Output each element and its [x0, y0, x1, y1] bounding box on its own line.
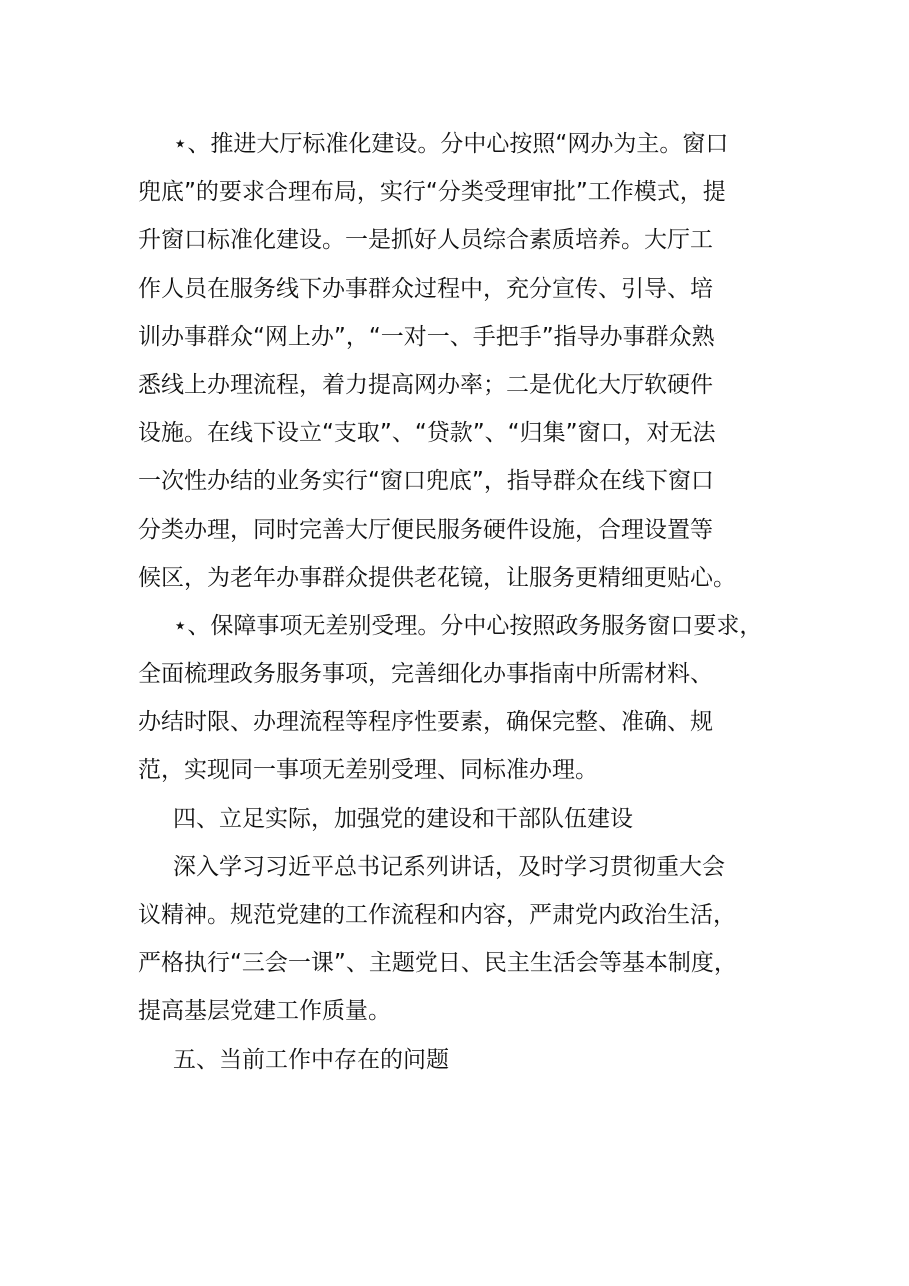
paragraph-line: 全面梳理政务服务事项，完善细化办事指南中所需材料、: [138, 661, 713, 688]
document-body: [138, 120, 788, 1084]
paragraph-line: 深入学习习近平总书记系列讲话，及时学习贯彻重大会: [173, 853, 725, 880]
section-heading: 四、立足实际，加强党的建设和干部队伍建设: [173, 805, 633, 832]
paragraph-line: 兜底”的要求合理布局，实行“分类受理审批”工作模式，提: [138, 179, 726, 206]
paragraph-line: ⋆、保障事项无差别受理。分中心按照政务服务窗口要求，: [173, 612, 763, 639]
paragraph-line: 一次性办结的业务实行“窗口兜底”，指导群众在线下窗口: [138, 468, 714, 495]
paragraph-line: 作人员在服务线下办事群众过程中，充分宣传、引导、培: [138, 275, 713, 302]
paragraph-line: 范，实现同一事项无差别受理、同标准办理。: [138, 757, 598, 784]
paragraph-line: 严格执行“三会一课”、主题党日、民主生活会等基本制度，: [138, 950, 737, 977]
paragraph-line: 办结时限、办理流程等程序性要素，确保完整、准确、规: [138, 709, 713, 736]
section-heading: 五、当前工作中存在的问题: [173, 1046, 449, 1073]
paragraph-line: 分类办理，同时完善大厅便民服务硬件设施，合理设置等: [138, 516, 713, 543]
paragraph-line: 候区，为老年办事群众提供老花镜，让服务更精细更贴心。: [138, 564, 736, 591]
paragraph-line: 悉线上办理流程，着力提高网办率；二是优化大厅软硬件: [138, 371, 713, 398]
paragraph-line: 议精神。规范党建的工作流程和内容，严肃党内政治生活，: [138, 902, 736, 928]
paragraph-line: 提高基层党建工作质量。: [138, 998, 391, 1025]
paragraph-line: 设施。在线下设立“支取”、“贷款”、“归集”窗口，对无法: [138, 420, 716, 447]
paragraph-line: 升窗口标准化建设。一是抓好人员综合素质培养。大厅工: [138, 227, 713, 254]
paragraph-line: ⋆、推进大厅标准化建设。分中心按照“网办为主。窗口: [173, 131, 729, 157]
paragraph-line: 训办事群众“网上办”，“一对一、手把手”指导办事群众熟: [138, 323, 715, 350]
